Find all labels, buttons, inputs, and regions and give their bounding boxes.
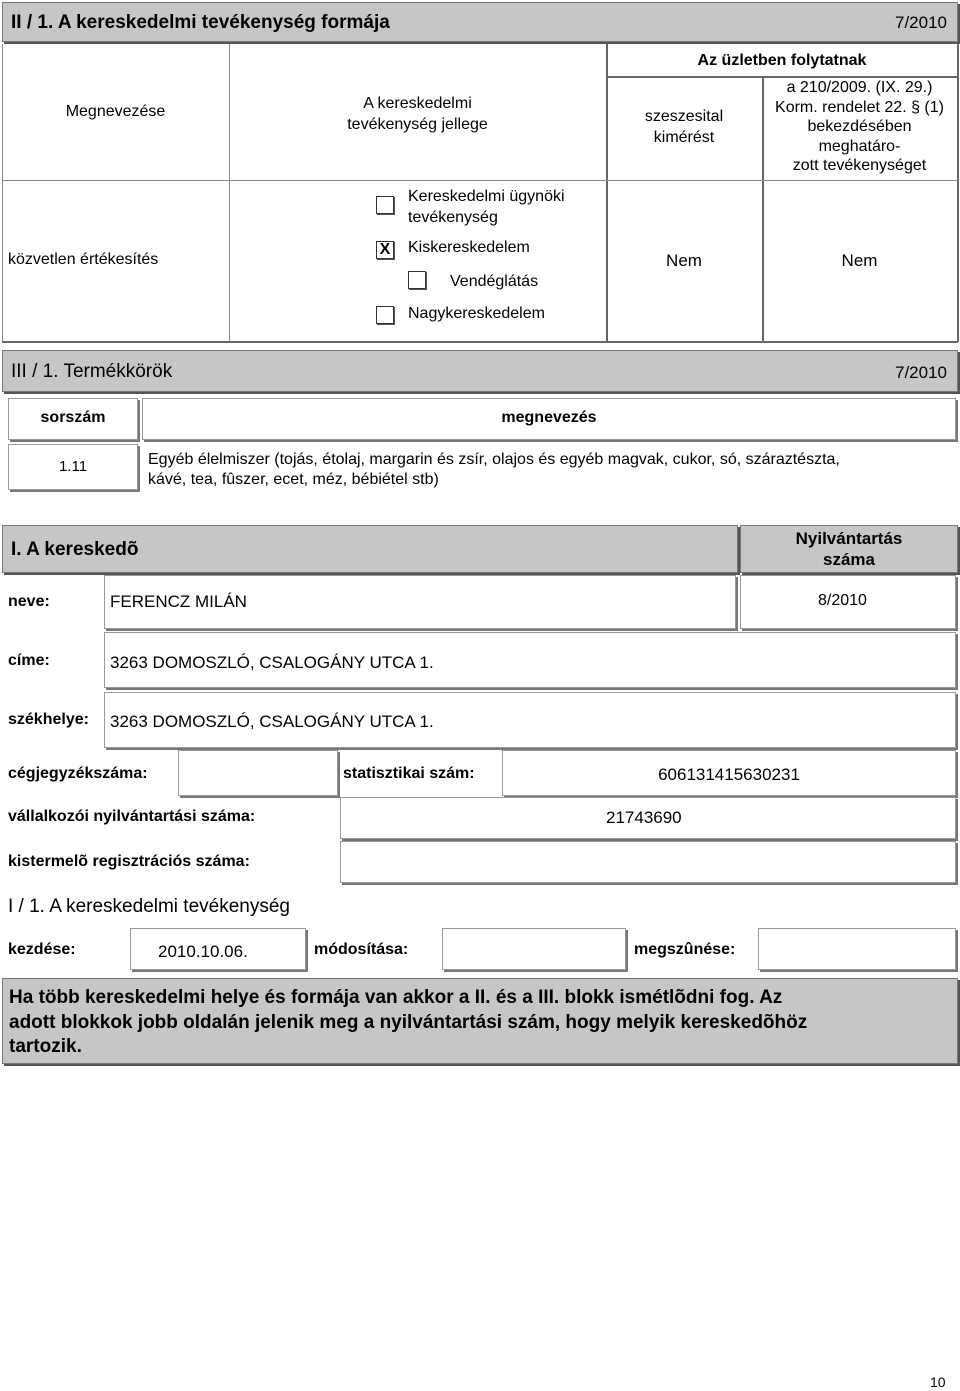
page-number: 10 bbox=[930, 1374, 946, 1390]
checkbox-agent[interactable] bbox=[376, 196, 394, 214]
reg-header-line1: Nyilvántartás bbox=[795, 529, 903, 548]
option-retail-label: Kiskereskedelem bbox=[408, 239, 530, 256]
note-text: Ha több kereskedelmi helye és formája van akkor a II. és a III. blokk ismétlõdni fog. Az adott blokkok jobb oldalán jelenik meg a nyilvántartási szám, hogy melyik kereskedõhöz tartozik. bbox=[9, 987, 808, 1057]
checkbox-catering[interactable] bbox=[408, 271, 426, 289]
section-ii-title: II / 1. A kereskedelmi tevékenység formája bbox=[11, 12, 390, 33]
checkbox-retail[interactable]: X bbox=[376, 241, 394, 259]
section-i-header bbox=[2, 525, 738, 573]
checkbox-wholesale[interactable] bbox=[376, 306, 394, 324]
mod-label: módosítása: bbox=[314, 941, 409, 958]
section-ii-header bbox=[2, 2, 958, 42]
reg-header bbox=[740, 525, 958, 573]
stat-value: 606131415630231 bbox=[658, 765, 800, 784]
row-name: közvetlen értékesítés bbox=[8, 251, 159, 268]
company-reg-label: cégjegyzékszáma: bbox=[8, 765, 148, 782]
company-reg-box bbox=[178, 750, 338, 796]
note-box bbox=[2, 978, 958, 1064]
name-value: FERENCZ MILÁN bbox=[110, 592, 247, 611]
alcohol-value: Nem bbox=[666, 251, 702, 270]
section-iii-title: III / 1. Termékkörök bbox=[11, 361, 173, 382]
product-description: Egyéb élelmiszer (tojás, étolaj, margarin és zsír, olajos és egyéb magvak, cukor, só, száraztészta, kávé, tea, fûszer, ecet, méz, bébiétel stb) bbox=[148, 451, 840, 488]
col-shop-header: Az üzletben folytatnak bbox=[697, 52, 867, 69]
name-label: neve: bbox=[8, 593, 50, 610]
producer-label: kistermelõ regisztrációs száma: bbox=[8, 853, 250, 870]
col-regulation-header: a 210/2009. (IX. 29.) Korm. rendelet 22. § (1) bekezdésében meghatáro- zott tevékenységet bbox=[775, 79, 944, 174]
seat-value: 3263 DOMOSZLÓ, CSALOGÁNY UTCA 1. bbox=[110, 712, 434, 731]
seat-label: székhelye: bbox=[8, 711, 89, 728]
stat-label: statisztikai szám: bbox=[343, 765, 475, 782]
row-number: 1.11 bbox=[58, 458, 88, 475]
col-alcohol-header: szeszesital kimérést bbox=[644, 108, 724, 146]
address-value: 3263 DOMOSZLÓ, CSALOGÁNY UTCA 1. bbox=[110, 653, 434, 672]
end-label: megszûnése: bbox=[634, 941, 736, 958]
col-number-header: sorszám bbox=[40, 409, 106, 426]
address-label: címe: bbox=[8, 652, 50, 669]
mod-box bbox=[442, 928, 626, 970]
section-i1-title: I / 1. A kereskedelmi tevékenység bbox=[8, 896, 290, 917]
section-iii-header bbox=[2, 350, 958, 392]
regulation-value: Nem bbox=[841, 251, 878, 270]
reg-header-line2: száma bbox=[823, 550, 875, 569]
end-box bbox=[758, 928, 956, 970]
start-value: 2010.10.06. bbox=[158, 942, 248, 961]
reg-number-value: 8/2010 bbox=[818, 592, 867, 609]
col-type-header: A kereskedelmi tevékenység jellege bbox=[347, 95, 488, 133]
section-ii-year: 7/2010 bbox=[895, 13, 947, 32]
option-agent-label: Kereskedelmi ügynöki tevékenység bbox=[408, 188, 565, 226]
producer-box bbox=[340, 841, 956, 883]
section-iii-year: 7/2010 bbox=[895, 363, 947, 382]
option-wholesale-label: Nagykereskedelem bbox=[408, 305, 545, 322]
entrepreneur-value: 21743690 bbox=[606, 808, 682, 827]
option-catering-label: Vendéglátás bbox=[450, 273, 539, 290]
section-i-title: I. A kereskedõ bbox=[11, 539, 139, 560]
col-name-header: Megnevezése bbox=[65, 103, 166, 120]
col-name-header-iii: megnevezés bbox=[501, 409, 597, 426]
entrepreneur-label: vállalkozói nyilvántartási száma: bbox=[8, 808, 256, 825]
start-label: kezdése: bbox=[8, 941, 76, 958]
